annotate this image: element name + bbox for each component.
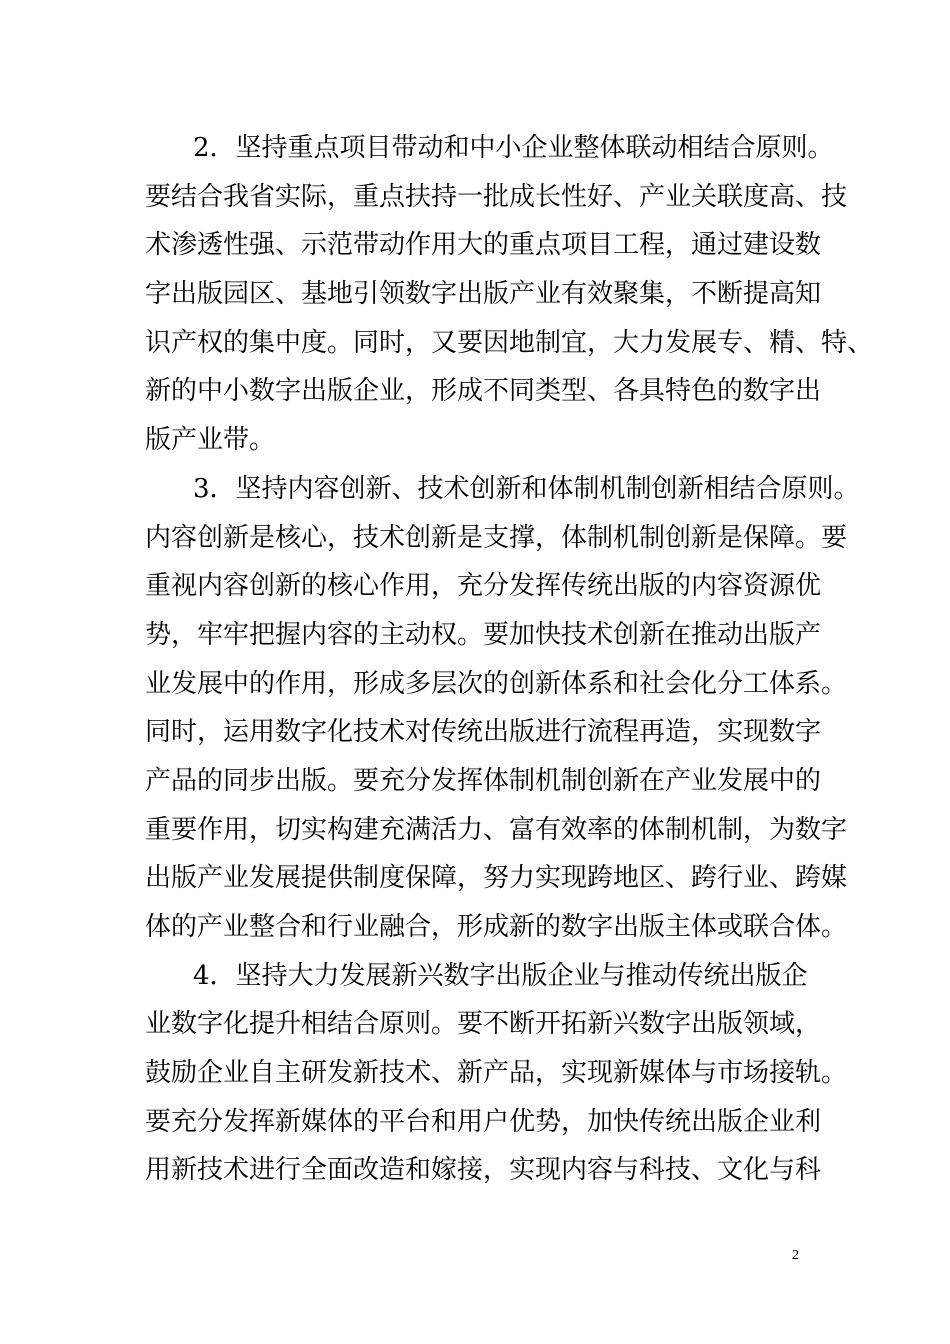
text-line: 产品的同步出版。要充分发挥体制机制创新在产业发展中的: [145, 765, 822, 796]
text-line: 重视内容创新的核心作用，充分发挥传统出版的内容资源优: [145, 571, 822, 602]
page-number: 2: [792, 1248, 799, 1263]
text-line: 重要作用，切实构建充满活力、富有效率的体制机制，为数字: [145, 814, 848, 845]
paragraph-2-heading-line: 2．坚持重点项目带动和中小企业整体联动相结合原则。: [193, 133, 834, 163]
text-line: 体的产业整合和行业融合，形成新的数字出版主体或联合体。: [145, 912, 848, 942]
paragraph-3-heading-line: 3．坚持内容创新、技术创新和体制机制创新相结合原则。: [193, 473, 860, 504]
text-line: 业数字化提升相结合原则。要不断开拓新兴数字出版领域，: [145, 1009, 822, 1040]
text-line: 术渗透性强、示范带动作用大的重点项目工程，通过建设数: [145, 230, 822, 261]
paragraph-4-heading-line: 4．坚持大力发展新兴数字出版企业与推动传统出版企: [193, 960, 808, 991]
text-line: 字出版园区、基地引领数字出版产业有效聚集，不断提高知: [145, 279, 822, 310]
text-line: 鼓励企业自主研发新技术、新产品，实现新媒体与市场接轨。: [145, 1058, 848, 1089]
text-line: 版产业带。: [145, 425, 276, 456]
body-text: [145, 124, 874, 1195]
text-line: 业发展中的作用，形成多层次的创新体系和社会化分工体系。: [145, 668, 848, 699]
text-line: 识产权的集中度。同时，又要因地制宜，大力发展专、精、特、: [145, 327, 874, 358]
text-line: 内容创新是核心，技术创新是支撑，体制机制创新是保障。要: [145, 522, 848, 553]
text-line: 要充分发挥新媒体的平台和用户优势，加快传统出版企业利: [145, 1106, 822, 1137]
text-line: 势，牢牢把握内容的主动权。要加快技术创新在推动出版产: [145, 619, 822, 650]
text-line: 用新技术进行全面改造和嫁接，实现内容与科技、文化与科: [145, 1155, 822, 1186]
text-line: 要结合我省实际，重点扶持一批成长性好、产业关联度高、技: [145, 181, 848, 212]
text-line: 新的中小数字出版企业，形成不同类型、各具特色的数字出: [145, 376, 822, 407]
text-line: 出版产业发展提供制度保障，努力实现跨地区、跨行业、跨媒: [145, 863, 848, 894]
text-line: 同时，运用数字化技术对传统出版进行流程再造，实现数字: [145, 717, 822, 748]
